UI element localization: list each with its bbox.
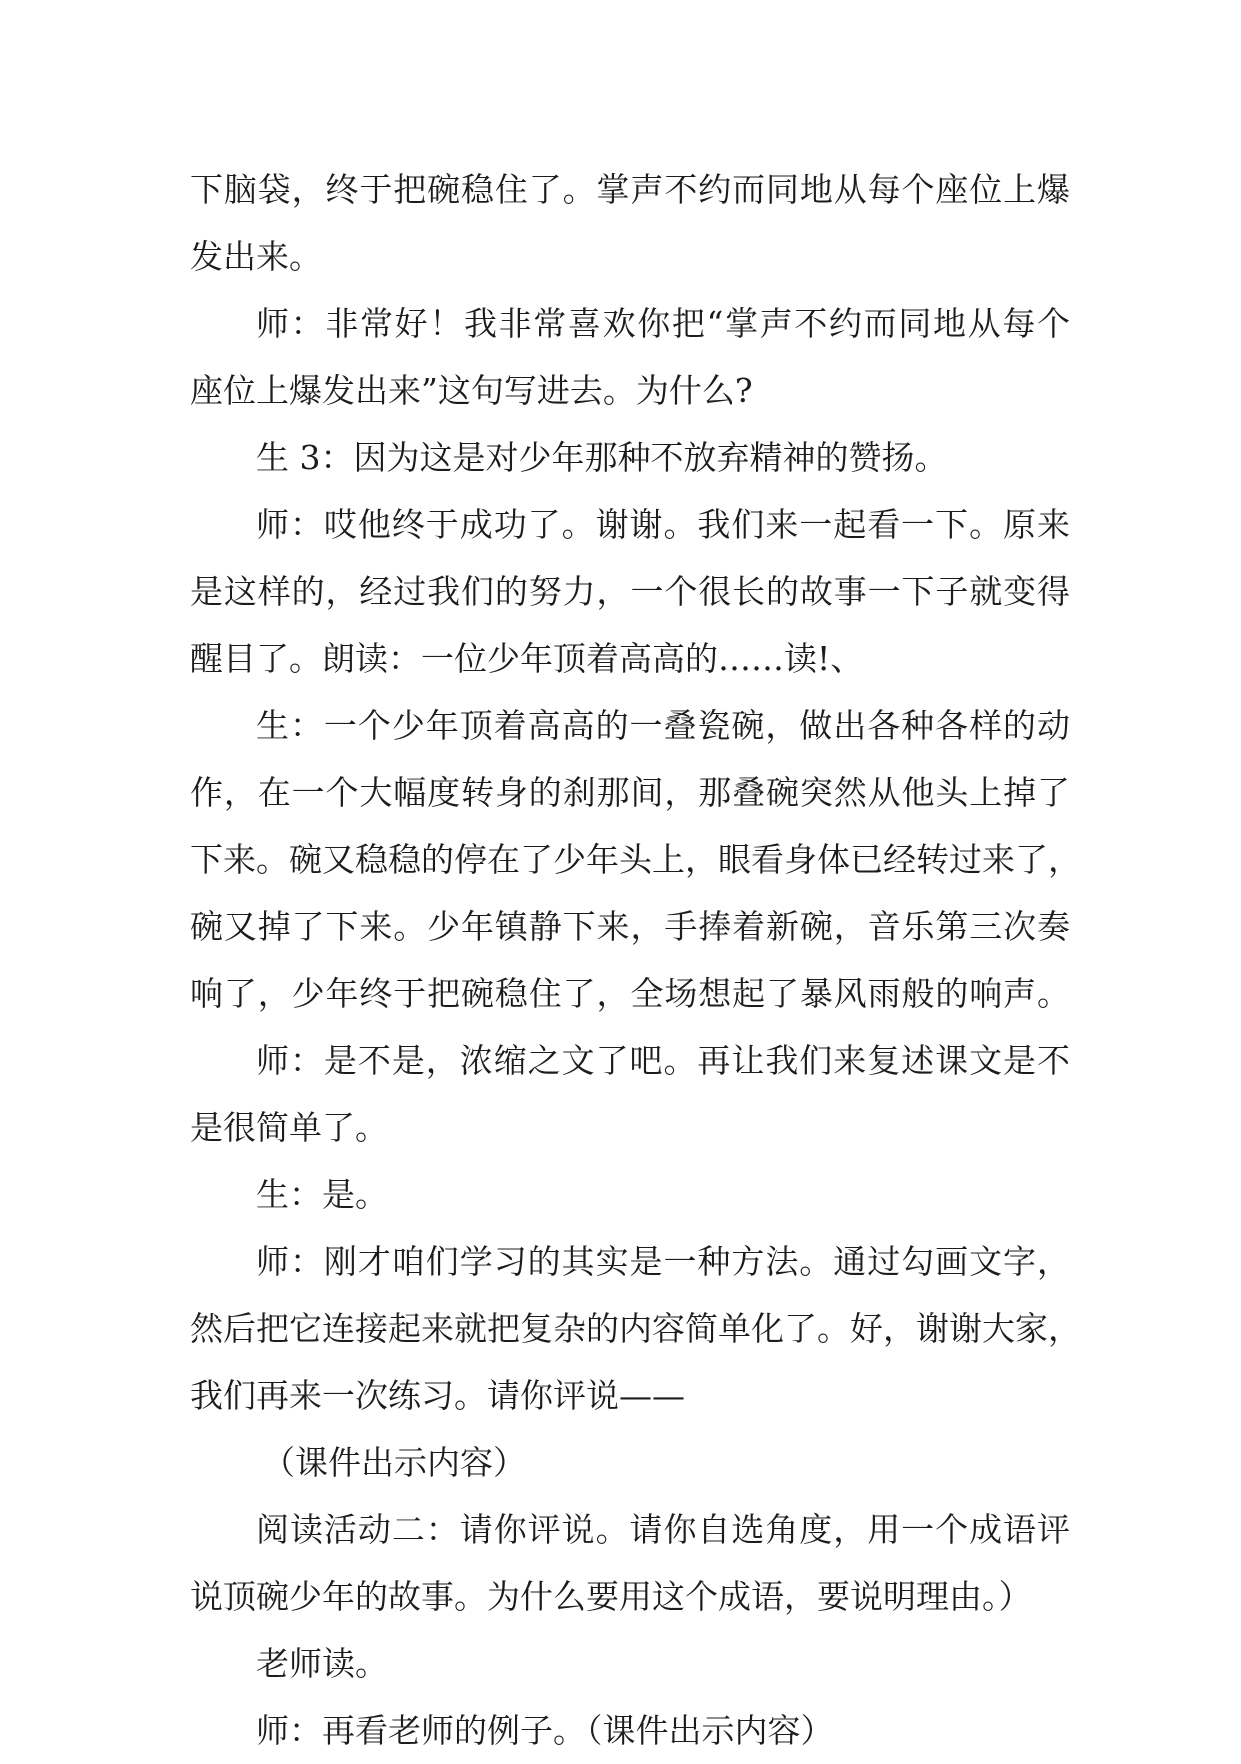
- text-line: 下脑袋，终于把碗稳住了。掌声不约而同地从每个座位上爆: [190, 170, 1070, 209]
- text-line: 响了，少年终于把碗稳住了，全场想起了暴风雨般的响声。: [190, 974, 1070, 1013]
- text-line: 师：是不是，浓缩之文了吧。再让我们来复述课文是不: [256, 1041, 1070, 1080]
- text-line: 师：再看老师的例子。（课件出示内容）: [256, 1711, 834, 1750]
- text-line: 阅读活动二：请你评说。请你自选角度，用一个成语评: [256, 1510, 1070, 1549]
- text-line: 师：哎他终于成功了。谢谢。我们来一起看一下。原来: [256, 505, 1070, 544]
- text-line: 是这样的，经过我们的努力，一个很长的故事一下子就变得: [190, 572, 1070, 611]
- text-line: 师：非常好！我非常喜欢你把“掌声不约而同地从每个: [256, 304, 1070, 343]
- text-line: 座位上爆发出来”这句写进去。为什么?: [190, 371, 753, 410]
- document-body: [190, 156, 1081, 1764]
- text-line: 生 3：因为这是对少年那种不放弃精神的赞扬。: [256, 438, 948, 477]
- text-line: 作，在一个大幅度转身的刹那间，那叠碗突然从他头上掉了: [190, 773, 1070, 812]
- text-line: 下来。碗又稳稳的停在了少年头上，眼看身体已经转过来了，: [190, 840, 1081, 879]
- text-line: 生：是。: [256, 1175, 388, 1214]
- text-line: 我们再来一次练习。请你评说——: [190, 1376, 685, 1415]
- text-line: 醒目了。朗读：一位少年顶着高高的……读!、: [190, 639, 864, 678]
- text-line: 碗又掉了下来。少年镇静下来，手捧着新碗，音乐第三次奏: [190, 907, 1070, 946]
- text-line: 老师读。: [256, 1644, 388, 1683]
- text-line: 师：刚才咱们学习的其实是一种方法。通过勾画文字，: [256, 1242, 1070, 1281]
- text-line: 是很简单了。: [190, 1108, 388, 1147]
- text-line: 说顶碗少年的故事。为什么要用这个成语，要说明理由。）: [190, 1577, 1032, 1616]
- text-line: 然后把它连接起来就把复杂的内容简单化了。好，谢谢大家，: [190, 1309, 1081, 1348]
- text-line: 发出来。: [190, 237, 322, 276]
- text-line: （课件出示内容）: [262, 1443, 526, 1482]
- text-line: 生：一个少年顶着高高的一叠瓷碗，做出各种各样的动: [256, 706, 1070, 745]
